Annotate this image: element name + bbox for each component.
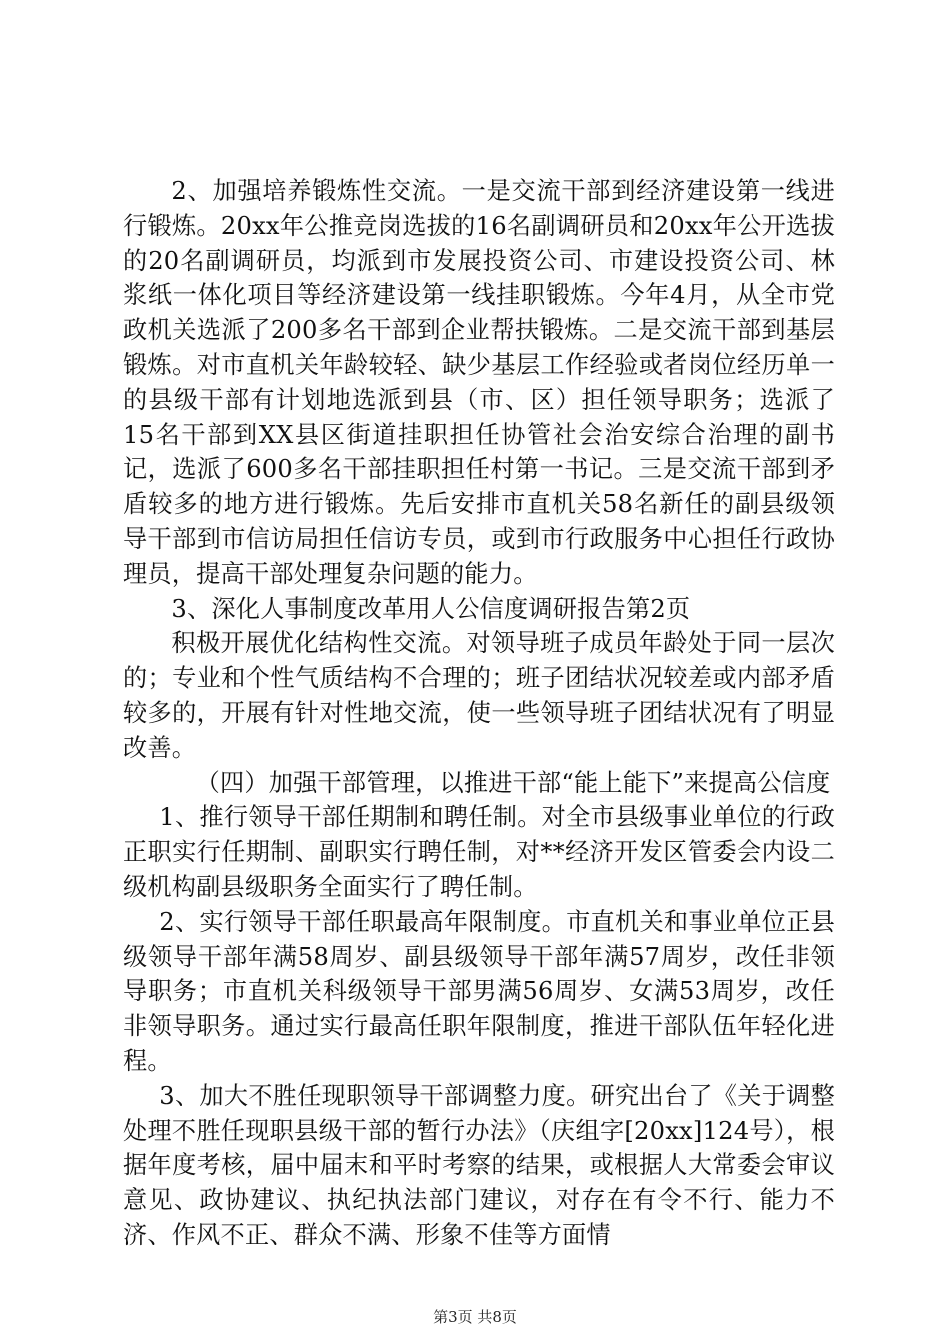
paragraph-age-limit: 2、实行领导干部任职最高年限制度。市直机关和事业单位正县级领导干部年满58周岁、副县级领导干部年满57周岁，改任非领导职务；市直机关科级领导干部男满56周岁、女满53周岁，改任非领导职务。通过实行最高任职年限制度，推进干部队伍年轻化进程。 (123, 907, 835, 1075)
page-footer: 第3页 共8页 (433, 1308, 517, 1326)
paragraph-unfit-adjustment: 3、加大不胜任现职领导干部调整力度。研究出台了《关于调整处理不胜任现职县级干部的暂行办法》（庆组字[20xx]124号），根据年度考核，届中届末和平时考察的结果，或根据人大常委会审议意见、政协建议、执纪执法部门建议，对存在有令不行、能力不济、作风不正、群众不满、形象不佳等方面情 (123, 1081, 835, 1249)
section-heading-cadre-management: （四）加强干部管理，以推进干部“能上能下”来提高公信度 (195, 768, 831, 797)
paragraph-term-system: 1、推行领导干部任期制和聘任制。对全市县级事业单位的行政正职实行任期制、副职实行聘任制，对**经济开发区管委会内设二级机构副县级职务全面实行了聘任制。 (123, 803, 835, 901)
paragraph-section-3-heading: 3、深化人事制度改革用人公信度调研报告第2页 (171, 594, 691, 623)
paragraph-exchange-training: 2、加强培养锻炼性交流。一是交流干部到经济建设第一线进行锻炼。20xx年公推竞岗选拔的16名副调研员和20xx年公开选拔的20名副调研员，均派到市发展投资公司、市建设投资公司、林浆纸一体化项目等经济建设第一线挂职锻炼。今年4月，从全市党政机关选派了200多名干部到企业帮扶锻炼。二是交流干部到基层锻炼。对市直机关年龄较轻、缺少基层工作经验或者岗位经历单一的县级干部有计划地选派到县（市、区）担任领导职务；选派了15名干部到XX县区街道挂职担任协管社会治安综合治理的副书记，选派了600多名干部挂职担任村第一书记。三是交流干部到矛盾较多的地方进行锻炼。先后安排市直机关58名新任的副县级领导干部到市信访局担任信访专员，或到市行政服务中心担任行政协理员，提高干部处理复杂问题的能力。 (123, 177, 835, 588)
paragraph-structure-exchange: 积极开展优化结构性交流。对领导班子成员年龄处于同一层次的；专业和个性气质结构不合理的；班子团结状况较差或内部矛盾较多的，开展有针对性地交流，使一些领导班子团结状况有了明显改善。 (123, 629, 835, 762)
document-body (123, 174, 835, 1253)
